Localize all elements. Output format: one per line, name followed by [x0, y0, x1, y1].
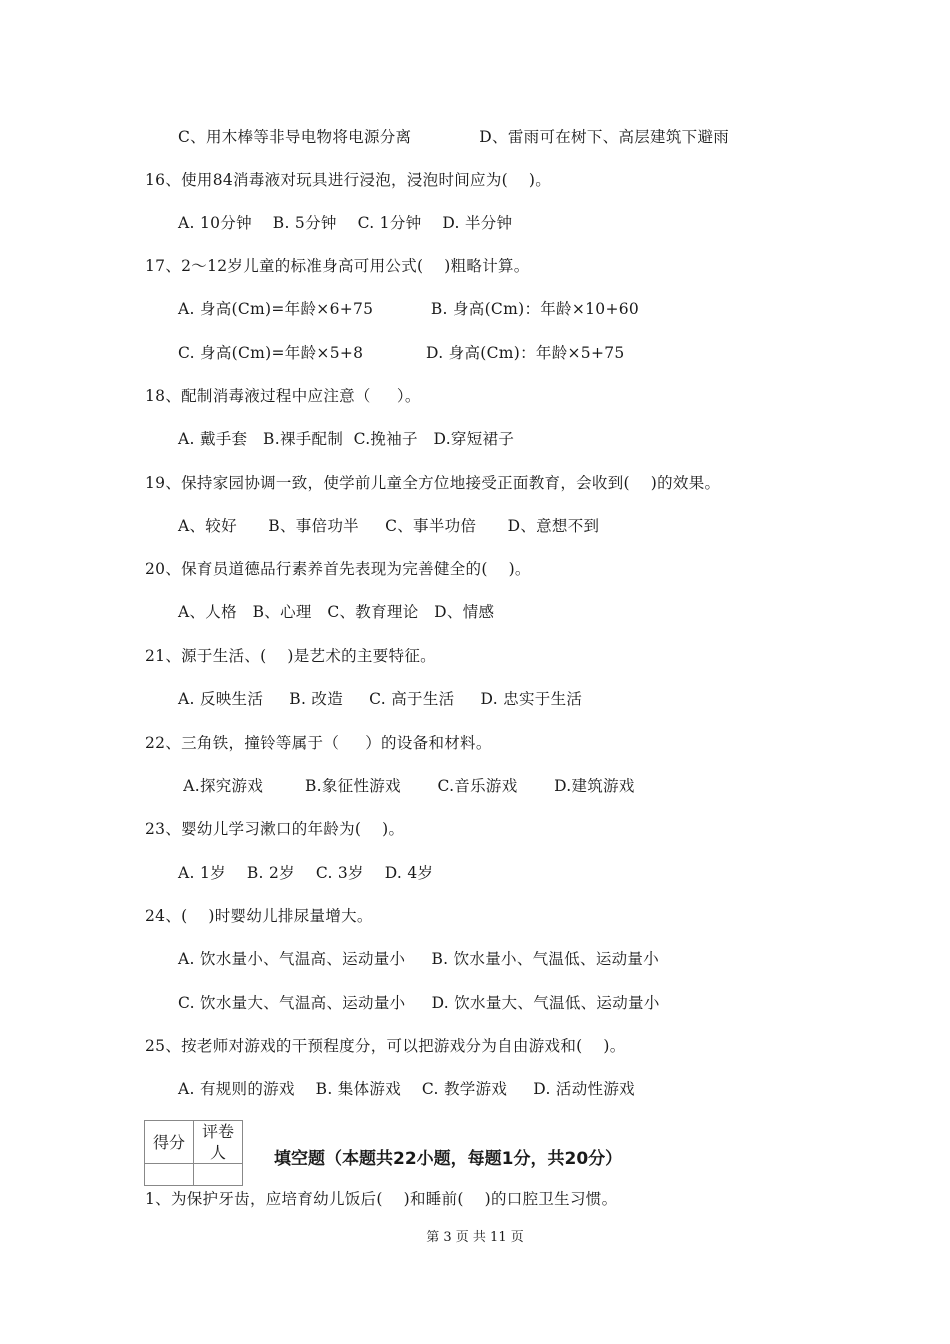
- q15-options-cd: C、用木棒等非导电物将电源分离 D、雷雨可在树下、高层建筑下避雨: [178, 128, 730, 146]
- question-25: 25、按老师对游戏的干预程度分，可以把游戏分为自由游戏和( )。: [145, 1037, 626, 1055]
- fill-question-1: 1、为保护牙齿，应培育幼儿饭后( )和睡前( )的口腔卫生习惯。: [145, 1190, 618, 1208]
- q19-options: A、较好 B、事倍功半 C、事半功倍 D、意想不到: [178, 517, 600, 535]
- q18-options: A. 戴手套 B.裸手配制 C.挽袖子 D.穿短裙子: [178, 430, 515, 448]
- question-23: 23、婴幼儿学习漱口的年龄为( )。: [145, 820, 405, 838]
- score-table: [144, 1120, 243, 1186]
- q20-options: A、人格 B、心理 C、教育理论 D、情感: [178, 603, 495, 621]
- score-header: 得分: [145, 1121, 194, 1164]
- question-16: 16、使用84消毒液对玩具进行浸泡，浸泡时间应为( )。: [145, 171, 552, 189]
- q16-options: A. 10分钟 B. 5分钟 C. 1分钟 D. 半分钟: [178, 214, 513, 232]
- page-footer: 第 3 页 共 11 页: [426, 1230, 524, 1245]
- question-21: 21、源于生活、( )是艺术的主要特征。: [145, 647, 436, 665]
- question-17: 17、2～12岁儿童的标准身高可用公式( )粗略计算。: [145, 257, 530, 275]
- question-24: 24、( )时婴幼儿排尿量增大。: [145, 907, 373, 925]
- score-cell[interactable]: [145, 1164, 194, 1186]
- q25-options: A. 有规则的游戏 B. 集体游戏 C. 教学游戏 D. 活动性游戏: [178, 1080, 635, 1098]
- question-19: 19、保持家园协调一致，使学前儿童全方位地接受正面教育，会收到( )的效果。: [145, 474, 721, 492]
- question-22: 22、三角铁，撞铃等属于（ ）的设备和材料。: [145, 734, 492, 752]
- q24-options-cd: C. 饮水量大、气温高、运动量小 D. 饮水量大、气温低、运动量小: [178, 994, 660, 1012]
- grader-cell[interactable]: [194, 1164, 243, 1186]
- grader-header: 评卷人: [194, 1121, 243, 1164]
- q17-options-cd: C. 身高(Cm)=年龄×5+8 D. 身高(Cm)：年龄×5+75: [178, 344, 625, 362]
- section-title: 填空题（本题共22小题，每题1分，共20分）: [274, 1149, 623, 1169]
- q21-options: A. 反映生活 B. 改造 C. 高于生活 D. 忠实于生活: [178, 690, 583, 708]
- q22-options: A.探究游戏 B.象征性游戏 C.音乐游戏 D.建筑游戏: [178, 777, 635, 795]
- q24-options-ab: A. 饮水量小、气温高、运动量小 B. 饮水量小、气温低、运动量小: [178, 950, 660, 968]
- question-18: 18、配制消毒液过程中应注意（ ）。: [145, 387, 421, 405]
- q23-options: A. 1岁 B. 2岁 C. 3岁 D. 4岁: [178, 864, 434, 882]
- question-20: 20、保育员道德品行素养首先表现为完善健全的( )。: [145, 560, 531, 578]
- q17-options-ab: A. 身高(Cm)=年龄×6+75 B. 身高(Cm)：年龄×10+60: [178, 300, 640, 318]
